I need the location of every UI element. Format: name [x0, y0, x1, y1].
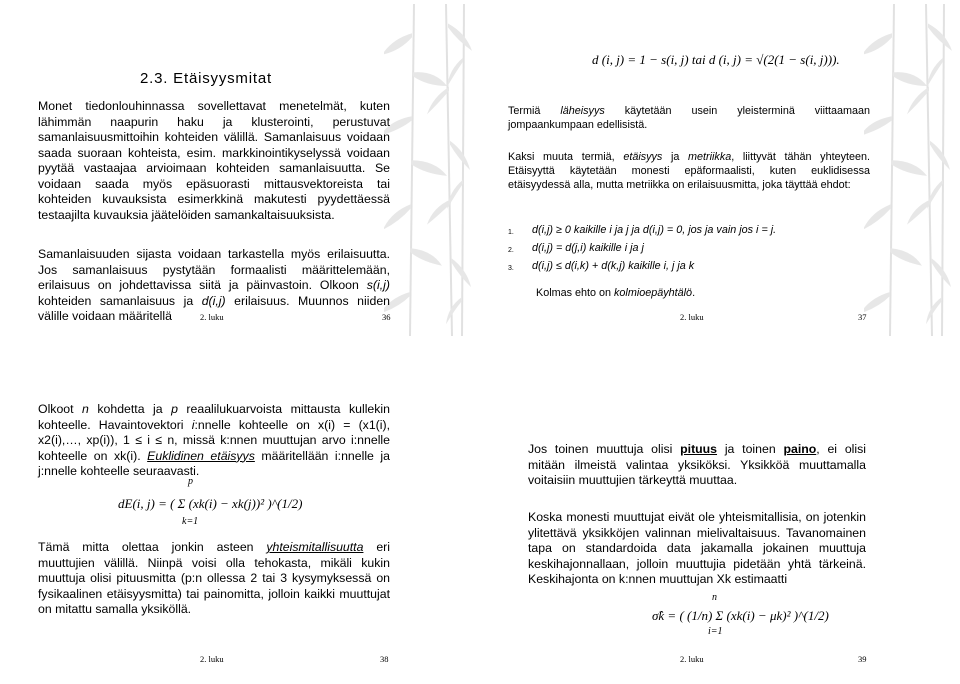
text: ja toinen [717, 442, 784, 456]
transform-formula: d (i, j) = 1 − s(i, j) tai d (i, j) = √(2(1 − s(i, j))). [592, 52, 840, 67]
paragraph-intro: Monet tiedonlouhinnassa sovellettavat menetelmät, kuten lähimmän naapurin haku ja klusterointi, perustuvat samanlaisuusmittoihin kohteiden välillä. Samanlaisuus voidaan saada suoraan kohteista, esim. markkinointikyselyssä voidaan pyytää vastaajaa arvioimaan kohteiden samanlaisuutta. Se voidaan saada myös epäsuorasti mittausvektoreista tai kohteiden kuvauksista esimerkkinä makutesti pyydettäessä testaajilta kuvauksia jäätelöiden samankaltaisuuksista. [38, 99, 390, 222]
text: Olkoot [38, 402, 83, 416]
slide-36 [4, 4, 474, 336]
var-i: i [191, 417, 195, 432]
text: erilaisuus. Muunnos niiden välille voidaan määritellä [38, 293, 390, 323]
slide-37 [484, 4, 954, 336]
list-number: 1. [508, 229, 514, 236]
list-item [508, 223, 888, 241]
var-n: n [82, 402, 89, 416]
text: kohteiden samanlaisuus ja [38, 293, 202, 308]
text: Termiä [508, 105, 561, 117]
text: Kolmas ehto on [536, 287, 615, 299]
text: ja [662, 151, 689, 163]
footer-chapter: 2. luku [200, 312, 224, 322]
page-number: 37 [858, 312, 867, 322]
term-proximity: läheisyys [560, 105, 605, 117]
text: eri muuttujien välillä. Niinpä voisi olla tehokasta, mikäli kukin muuttuja olisi pituusmitta (p:n ollessa 2 tai 3 kysymyksessä on fysikaalinen etäisyysmitta) tai painomitta, jolloin kaikki muuttujat on mitattu samalla yksiköllä. [38, 540, 390, 616]
paragraph-units [528, 442, 866, 489]
bamboo-decoration [384, 4, 474, 336]
slide-38 [4, 346, 474, 680]
list-number: 2. [508, 247, 514, 254]
text: Tämä mitta olettaa jonkin asteen [38, 540, 267, 554]
term-metric: metriikka [688, 151, 732, 163]
text: , liittyvät tähän yhteyteen. Etäisyyttä käytetään monesti epäformaalisti, kuten euklidisessa etäisyydessä alla, mutta metriikka on erilaisuusmitta, joka täyttää ehdot: [508, 151, 870, 191]
var-p: p [171, 402, 178, 416]
text: :nnelle kohteelle on x(i) = (x1(i), x2(i),…, xp(i)), 1 ≤ i ≤ n, missä k:nnen muuttujan arvo i:nnelle kohteelle on xk(i). [38, 417, 390, 463]
text: kohdetta ja [88, 402, 172, 416]
list-text: d(i,j) ≥ 0 kaikille i ja j ja d(i,j) = 0, jos ja vain jos i = j. [532, 224, 777, 236]
page-number: 38 [380, 654, 389, 664]
text: Jos toinen muuttuja olisi [528, 442, 681, 456]
paragraph-triangle [536, 286, 836, 300]
list-text: d(i,j) = d(j,i) kaikille i ja j [532, 242, 644, 254]
term-length: pituus [680, 442, 718, 456]
metric-conditions-list [508, 223, 888, 277]
paragraph-proximity [508, 104, 870, 132]
bamboo-decoration [864, 4, 954, 336]
footer-chapter: 2. luku [200, 654, 224, 664]
paragraph-metric [508, 150, 870, 192]
sum-lower: i=1 [708, 626, 723, 637]
sum-lower: k=1 [182, 516, 199, 527]
paragraph-commensurability [38, 540, 390, 618]
text: Kaksi muuta termiä, [508, 151, 624, 163]
list-item [508, 241, 888, 259]
slide-39 [484, 346, 954, 680]
footer-chapter: 2. luku [680, 654, 704, 664]
formula-text: σ̂k = ( (1/n) Σ (xk(i) − μk)² )^(1/2) [652, 608, 829, 623]
page-number: 36 [382, 312, 391, 322]
paragraph-standardize: Koska monesti muuttujat eivät ole yhteismitallisia, on jotenkin ylitettävä yksikköjen valinnan mielivaltaisuus. Tavanomainen tapa on standardoida data jakamalla jokainen muuttuja keskihajonnallaan, jolloin muuttujia pidetään yhtä tärkeinä. Keskihajonta on k:nnen muuttujan Xk estimaatti [528, 510, 866, 586]
term-triangle-inequality: kolmioepäyhtälö [614, 287, 693, 299]
std-deviation-formula [652, 594, 852, 644]
text: Samanlaisuuden sijasta voidaan tarkastella myös erilaisuutta. Jos samanlaisuus pystytään formaalisti määrittelemään, erilaisuus on johdettavissa siitä ja päinvastoin. Olkoon [38, 247, 390, 292]
text: . [692, 287, 696, 299]
term-commensurability: yhteismitallisuutta [266, 540, 364, 554]
paragraph-definition [38, 402, 390, 480]
text: reaalilukuarvoista mittausta kullekin kohteelle. Havaintovektori [38, 402, 390, 432]
text: , ei olisi mitään ilmeistä valintaa yksiköksi. Yksikköä muuttamalla voitaisiin muuttujien tärkeyttä muuttaa. [528, 442, 867, 487]
s-ij: s(i,j) [366, 278, 390, 292]
term-euclidean-distance: Euklidinen etäisyys [147, 448, 255, 463]
formula-text: dE(i, j) = ( Σ (xk(i) − xk(j))² )^(1/2) [118, 496, 303, 511]
sum-upper: n [712, 592, 717, 603]
sum-upper: p [188, 476, 193, 487]
text: käytetään usein yleisterminä viittaamaan jompaankumpaan edellisistä. [508, 105, 870, 131]
text: määritellään i:nnelle ja j:nnelle kohteelle seuraavasti. [38, 448, 390, 478]
term-weight: paino [783, 442, 817, 456]
list-number: 3. [508, 265, 514, 272]
term-distance: etäisyys [623, 151, 663, 163]
section-title: 2.3. Etäisyysmitat [140, 70, 272, 87]
list-item [508, 259, 888, 277]
footer-chapter: 2. luku [680, 312, 704, 322]
euclidean-formula [118, 472, 358, 534]
page-number: 39 [858, 654, 867, 664]
d-ij: d(i,j) [201, 293, 226, 308]
list-text: d(i,j) ≤ d(i,k) + d(k,j) kaikille i, j ja k [532, 260, 695, 272]
